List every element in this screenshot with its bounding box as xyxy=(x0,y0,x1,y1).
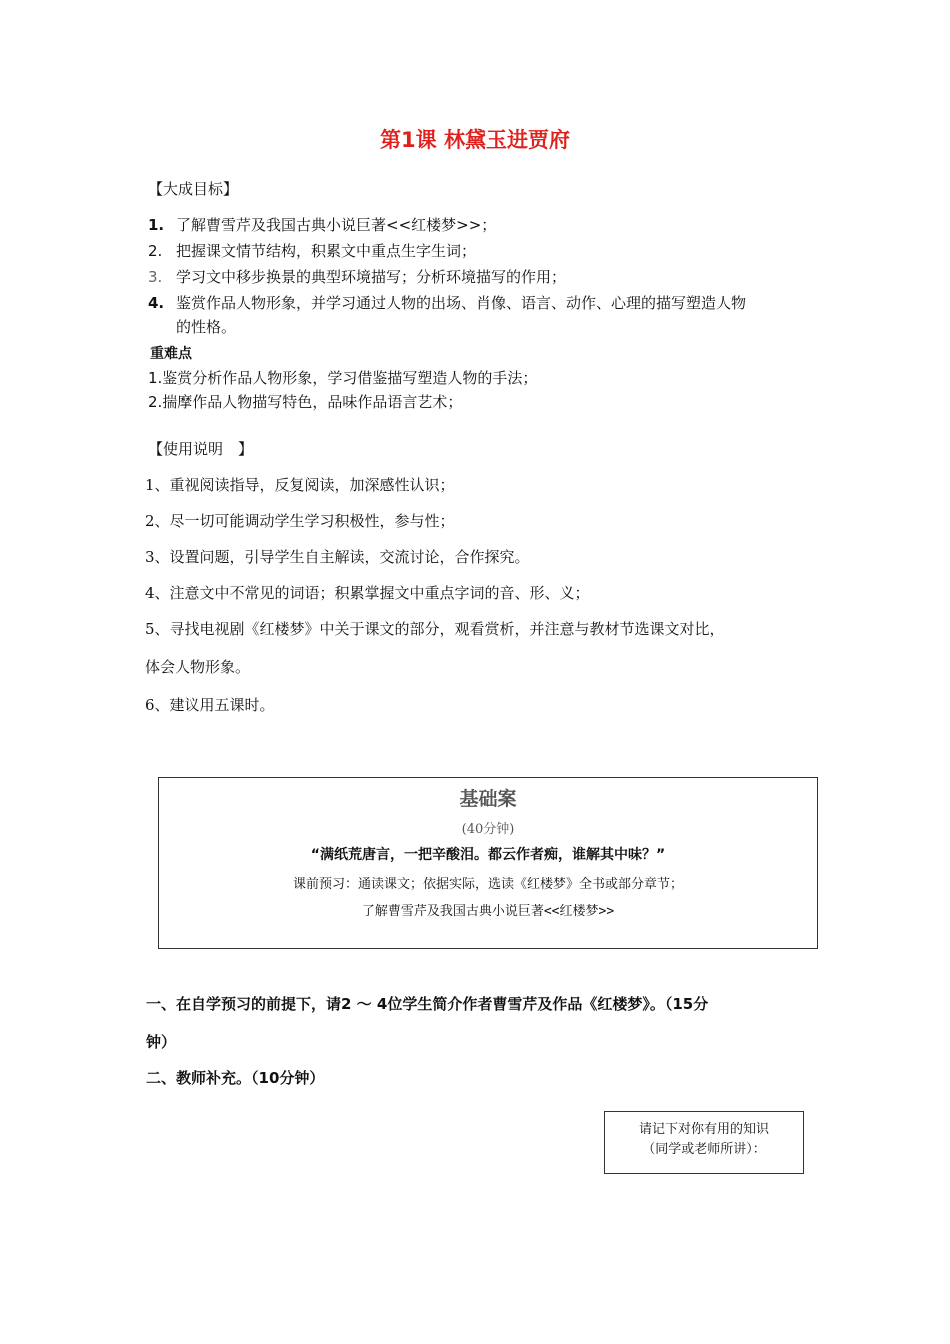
key-point-item: 2.揣摩作品人物描写特色，品味作品语言艺术； xyxy=(148,393,463,411)
usage-item: 5、寻找电视剧《红楼梦》中关于课文的部分，观看赏析，并注意与教材节选课文对比， xyxy=(145,620,725,638)
usage-item: 1、重视阅读指导，反复阅读，加深感性认识； xyxy=(145,476,455,494)
basic-section-box xyxy=(158,777,818,949)
usage-item: 2、尽一切可能调动学生学习积极性，参与性； xyxy=(145,512,455,530)
preview-instructions: 课前预习：通读课文；依据实际，选读《红楼梦》全书或部分章节； xyxy=(292,877,683,892)
goal-number: 3. xyxy=(148,268,163,286)
goal-item xyxy=(148,240,476,261)
usage-item: 6、建议用五课时。 xyxy=(145,696,275,714)
goals-header: 【大成目标】 xyxy=(148,180,239,198)
basic-section-title: 基础案 xyxy=(459,788,517,810)
goal-text: 学习文中移步换景的典型环境描写；分析环境描写的作用； xyxy=(176,268,567,286)
goal-number: 1. xyxy=(148,216,165,234)
notes-box-line: 请记下对你有用的知识 xyxy=(638,1122,769,1137)
goal-number: 2. xyxy=(148,242,163,260)
usage-item: 3、设置问题，引导学生自主解读，交流讨论，合作探究。 xyxy=(145,548,530,566)
basic-section-quote: “满纸荒唐言，一把辛酸泪。都云作者痴，谁解其中味？” xyxy=(310,847,666,863)
usage-item: 体会人物形象。 xyxy=(145,658,251,676)
goal-text-continued: 的性格。 xyxy=(176,318,237,336)
goal-number: 4. xyxy=(148,294,165,312)
basic-section-time: (40分钟) xyxy=(461,822,515,837)
section-one: 一、在自学预习的前提下，请2 ～ 4位学生简介作者曹雪芹及作品《红楼梦》。（15分 xyxy=(146,995,709,1013)
preview-instructions-continued: 了解曹雪芹及我国古典小说巨著<<红楼梦>> xyxy=(361,904,615,919)
goal-item xyxy=(148,266,566,287)
goal-text: 了解曹雪芹及我国古典小说巨著<<红楼梦>>； xyxy=(176,216,497,234)
usage-header: 【使用说明 】 xyxy=(148,440,254,458)
usage-item: 4、注意文中不常见的词语；积累掌握文中重点字词的音、形、义； xyxy=(145,584,590,602)
page-title: 第1课 林黛玉进贾府 xyxy=(380,128,570,152)
key-point-item: 1.鉴赏分析作品人物形象，学习借鉴描写塑造人物的手法； xyxy=(148,369,538,387)
section-one-continued: 钟） xyxy=(146,1033,177,1051)
goal-item xyxy=(148,214,496,235)
notes-box-line: （同学或老师所讲）： xyxy=(642,1142,766,1157)
goal-text: 鉴赏作品人物形象，并学习通过人物的出场、肖像、语言、动作、心理的描写塑造人物 xyxy=(176,294,747,312)
goal-text: 把握课文情节结构，积累文中重点生字生词； xyxy=(176,242,477,260)
section-two: 二、教师补充。（10分钟） xyxy=(146,1069,325,1087)
notes-box xyxy=(604,1111,804,1174)
key-points-header: 重难点 xyxy=(150,346,192,362)
goal-item xyxy=(148,292,746,313)
